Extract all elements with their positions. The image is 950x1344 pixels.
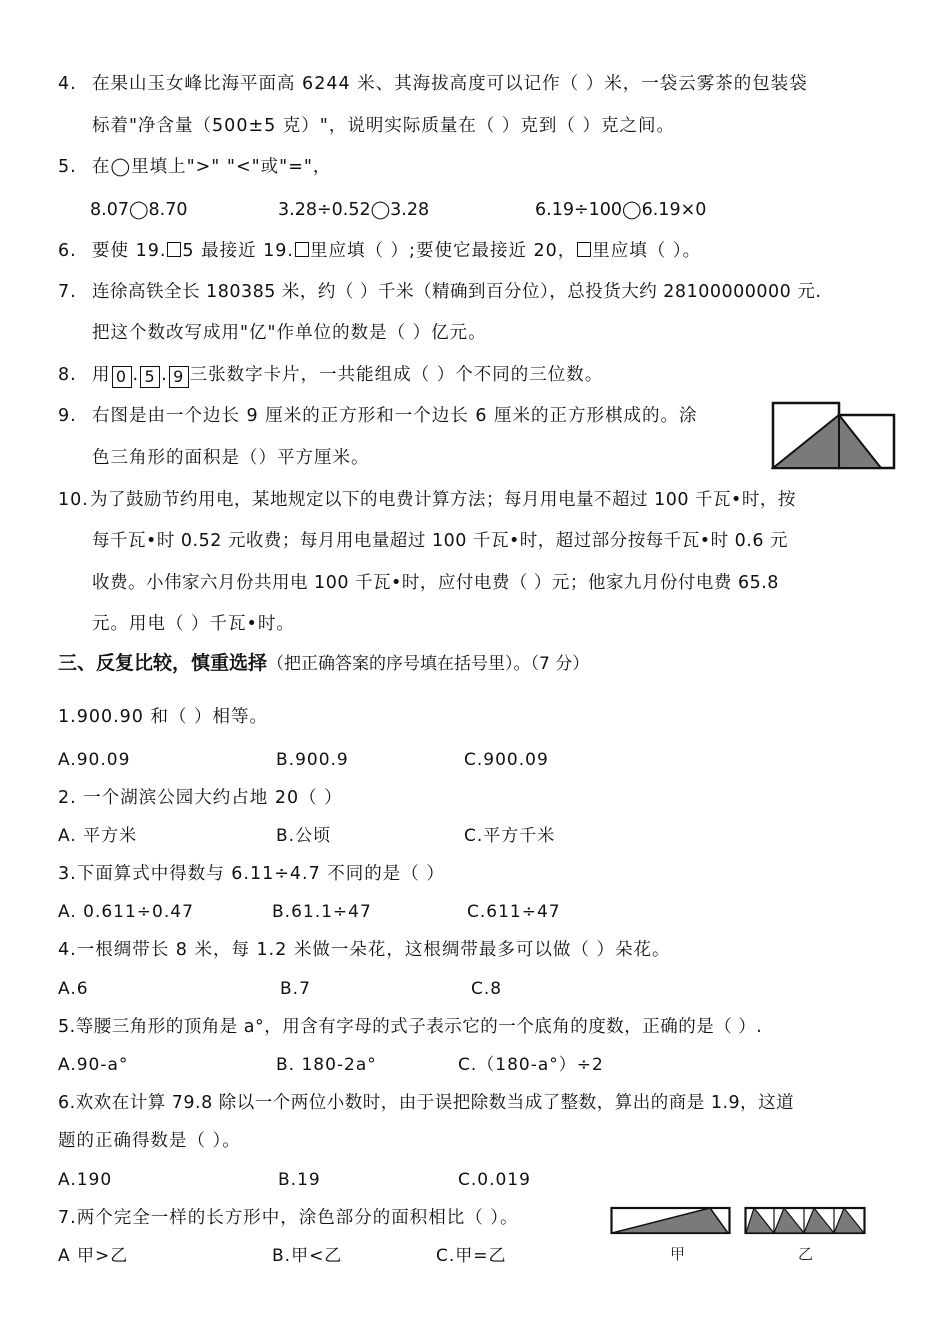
s3-q2-option-a: A. 平方米 xyxy=(58,826,138,846)
s3-q6-option-c: C.0.019 xyxy=(458,1170,531,1190)
s3-q4-text: 4.一根绸带长 8 米，每 1.2 米做一朵花，这根绸带最多可以做（ ）朵花。 xyxy=(58,940,671,960)
q6-text-3: 里应填（ ）;要使它最接近 20， xyxy=(310,241,577,261)
s3-q3-option-a: A. 0.611÷0.47 xyxy=(58,902,194,922)
s3-q2-option-b: B.公顷 xyxy=(276,826,332,846)
s3-q2-text: 2. 一个湖滨公园大约占地 20（ ） xyxy=(58,788,343,808)
blank-box-icon xyxy=(577,242,591,257)
q6-number: 6. xyxy=(58,241,77,261)
s3-q6-option-a: A.190 xyxy=(58,1170,113,1190)
digit-card: 5 xyxy=(140,366,160,388)
squares-figure xyxy=(771,401,897,471)
q7-line2: 把这个数改写成用"亿"作单位的数是（ ）亿元。 xyxy=(92,323,487,343)
figure-label-jia: 甲 xyxy=(670,1245,686,1263)
blank-box-icon xyxy=(167,242,181,257)
q5-line1: 在◯里填上">" "<"或"="， xyxy=(92,157,332,177)
s3-q7-text: 7.两个完全一样的长方形中，涂色部分的面积相比（ ）。 xyxy=(58,1208,519,1228)
s3-q7-option-a: A 甲>乙 xyxy=(58,1246,129,1266)
q10-line1: 为了鼓励节约用电，某地规定以下的电费计算方法；每月用电量不超过 100 千瓦•时，按 xyxy=(90,490,796,510)
blank-box-icon xyxy=(295,242,309,257)
s3-q2-option-c: C.平方千米 xyxy=(464,826,556,846)
s3-q6-text: 6.欢欢在计算 79.8 除以一个两位小数时，由于误把除数当成了整数，算出的商是 1.9，这道 xyxy=(58,1093,795,1113)
digit-card: 0 xyxy=(112,366,132,388)
digit-card: 9 xyxy=(169,366,189,388)
q10-line3: 收费。小伟家六月份共用电 100 千瓦•时，应付电费（ ）元；他家九月份付电费 65.8 xyxy=(92,573,779,593)
s3-q5-option-a: A.90-a° xyxy=(58,1055,129,1075)
s3-q1-text: 1.900.90 和（ ）相等。 xyxy=(58,707,269,727)
q5-expr-3: 6.19÷100◯6.19×0 xyxy=(535,200,707,220)
q8-line: 用 0 . 5 . 9 三张数字卡片，一共能组成（ ）个不同的三位数。 xyxy=(92,365,604,386)
q6-text-1: 要使 19. xyxy=(92,241,167,261)
q6-line xyxy=(92,239,701,263)
q8-text-1: 用 xyxy=(92,365,111,385)
q5-expr-2: 3.28÷0.52◯3.28 xyxy=(278,200,430,220)
q10-line4: 元。用电（ ）千瓦•时。 xyxy=(92,614,295,634)
s3-q7-option-b: B.甲<乙 xyxy=(272,1246,343,1266)
s3-q4-option-c: C.8 xyxy=(471,979,503,999)
section-3-heading: 三、反复比较，慎重选择 xyxy=(58,652,268,674)
q7-number: 7. xyxy=(58,282,77,302)
s3-q5-option-c: C.（180-a°）÷2 xyxy=(458,1055,604,1075)
s3-q3-text: 3.下面算式中得数与 6.11÷4.7 不同的是（ ） xyxy=(58,864,445,884)
q4-line2: 标着"净含量（500±5 克）"，说明实际质量在（ ）克到（ ）克之间。 xyxy=(92,116,675,136)
s3-q5-option-b: B. 180-2a° xyxy=(276,1055,377,1075)
q8-text-2: 三张数字卡片，一共能组成（ ）个不同的三位数。 xyxy=(189,365,604,385)
s3-q1-option-a: A.90.09 xyxy=(58,750,131,770)
q4-number: 4. xyxy=(58,74,77,94)
section-3-title xyxy=(58,650,589,677)
q8-number: 8. xyxy=(58,365,77,385)
section-3-note: （把正确答案的序号填在括号里）。（7 分） xyxy=(267,654,590,674)
q6-text-4: 里应填（ ）。 xyxy=(592,241,702,261)
q7-line1: 连徐高铁全长 180385 米，约（ ）千米（精确到百分位），总投货大约 28100000000 元. xyxy=(92,282,822,302)
s3-q3-option-b: B.61.1÷47 xyxy=(272,902,372,922)
q9-number: 9. xyxy=(58,406,77,426)
s3-q1-option-b: B.900.9 xyxy=(276,750,349,770)
figure-label-yi: 乙 xyxy=(798,1245,814,1263)
s3-q3-option-c: C.611÷47 xyxy=(467,902,561,922)
s3-q7-option-c: C.甲=乙 xyxy=(436,1246,507,1266)
rectangle-jia-figure xyxy=(610,1205,732,1237)
s3-q1-option-c: C.900.09 xyxy=(464,750,549,770)
s3-q4-option-b: B.7 xyxy=(280,979,311,999)
q5-expr-1: 8.07◯8.70 xyxy=(90,200,188,220)
s3-q5-text: 5.等腰三角形的顶角是 a°，用含有字母的式子表示它的一个底角的度数，正确的是（ ）. xyxy=(58,1017,763,1037)
rectangle-yi-figure xyxy=(744,1205,868,1237)
s3-q6-option-b: B.19 xyxy=(278,1170,321,1190)
q10-line2: 每千瓦•时 0.52 元收费；每月用电量超过 100 千瓦•时，超过部分按每千瓦•时 0.6 元 xyxy=(92,531,789,551)
s3-q4-option-a: A.6 xyxy=(58,979,89,999)
q6-text-2: 5 最接近 19. xyxy=(182,241,294,261)
q9-line2: 色三角形的面积是（）平方厘米。 xyxy=(92,448,370,468)
q4-line1: 在果山玉女峰比海平面高 6244 米、其海拔高度可以记作（ ）米，一袋云雾茶的包装袋 xyxy=(92,74,808,94)
q5-number: 5. xyxy=(58,157,77,177)
q9-line1: 右图是由一个边长 9 厘米的正方形和一个边长 6 厘米的正方形棋成的。涂 xyxy=(92,406,698,426)
s3-q6-text2: 题的正确得数是（ ）。 xyxy=(58,1131,241,1151)
q10-number: 10. xyxy=(58,490,89,510)
